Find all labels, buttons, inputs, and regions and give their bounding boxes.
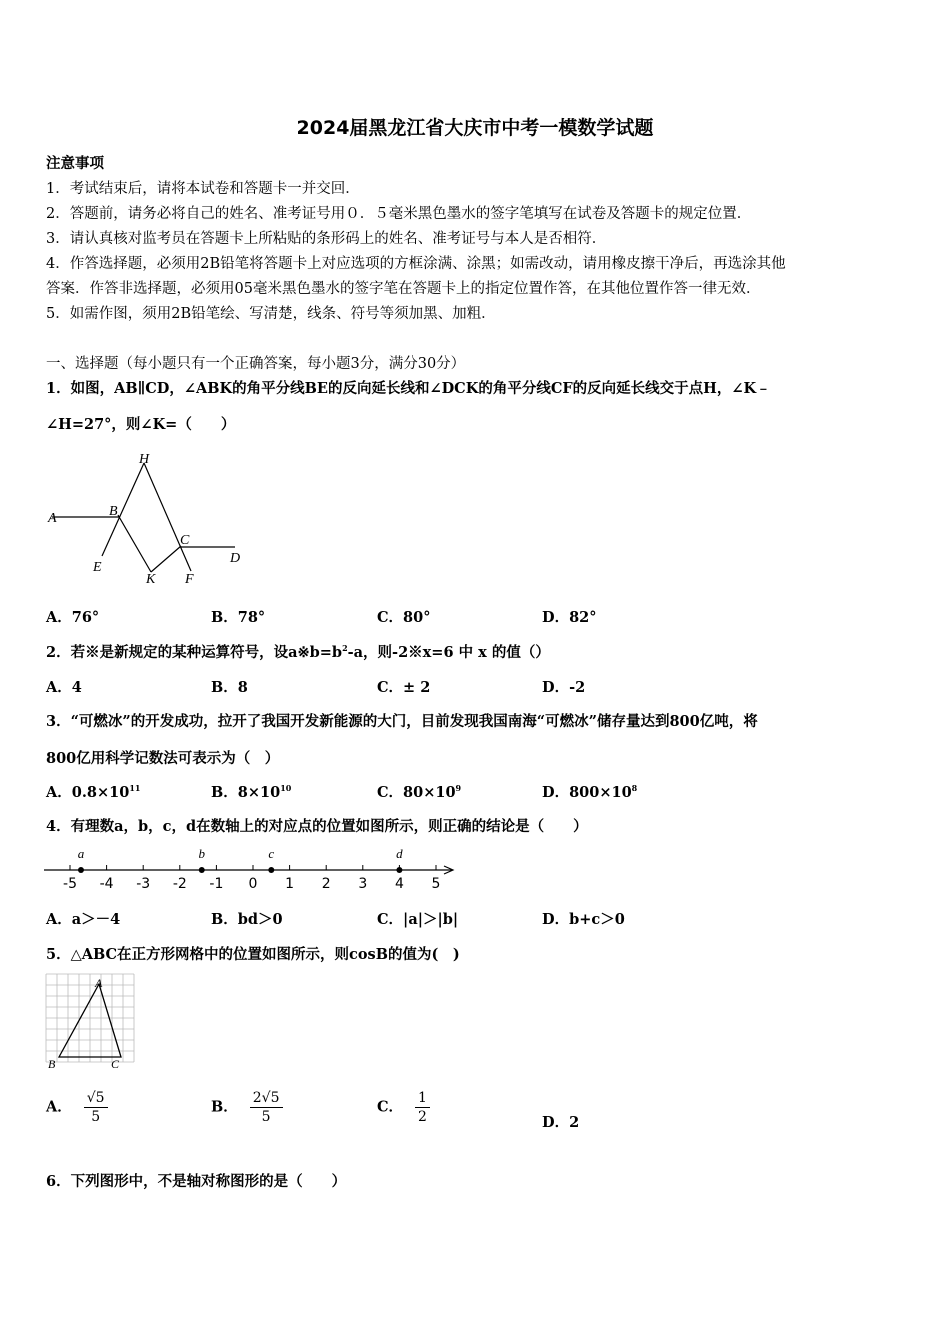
q2-option-d: D．-2 — [542, 679, 586, 696]
label-a: A — [48, 511, 57, 526]
axis-tick-label: -4 — [99, 876, 114, 892]
axis-tick-label: 1 — [285, 876, 295, 892]
q2-option-b: B．8 — [211, 679, 248, 696]
label-b: B — [109, 504, 118, 519]
q5-grid-figure — [44, 972, 144, 1072]
q5-option-b: B． $\frac{2√5}{5}$ — [211, 1089, 283, 1126]
point-c — [268, 867, 274, 873]
axis-tick-label: 3 — [358, 876, 368, 892]
notice-item: 4．作答选择题，必须用2B铅笔将答题卡上对应选项的方框涂满、涂黑；如需改动，请用橡皮擦干净后，再选涂其他 — [46, 256, 786, 272]
q5-text: 5．△ABC在正方形网格中的位置如图所示，则cosB的值为( ) — [46, 946, 460, 963]
point-label-c: c — [268, 846, 275, 861]
q4-option-d: D．b+c＞0 — [542, 911, 625, 928]
q3-option-d: D．$800\times 10^8$ — [542, 783, 638, 801]
q4-option-c: C．|a|＞|b| — [377, 911, 459, 928]
q5-option-d: D．2 — [542, 1114, 580, 1131]
number-line — [40, 842, 465, 894]
point-b — [199, 867, 205, 873]
axis-tick-label: -2 — [172, 876, 187, 892]
q2-text: 2．若※是新规定的某种运算符号，设$a※b=b^2-a$，则-2※x=6 中 x 的值（） — [46, 643, 550, 661]
q1-figure — [40, 445, 255, 590]
q3-option-a: A．$0.8\times 10^{11}$ — [46, 783, 141, 801]
q5-option-c: C． $\frac{1}{2}$ — [377, 1089, 430, 1126]
axis-tick-label: 0 — [248, 876, 258, 892]
q1-text: 1．如图，AB∥CD，∠ABK的角平分线BE的反向延长线和∠DCK的角平分线CF的反向延长线交于点H，∠K﹣ — [46, 380, 771, 397]
label-d: D — [230, 551, 241, 566]
q3-text: 3．“可燃冰”的开发成功，拉开了我国开发新能源的大门，目前发现我国南海“可燃冰”储存量达到800亿吨，将 — [46, 713, 758, 730]
notice-heading: 注意事项 — [46, 155, 104, 172]
q3-option-c: C．$80\times 10^9$ — [377, 783, 462, 801]
q3-text-2: 800亿用科学记数法可表示为（ ） — [46, 750, 280, 767]
line-bk — [118, 515, 151, 572]
axis-tick-label: -5 — [63, 876, 77, 892]
label-c: C — [180, 533, 190, 548]
q4-option-a: A．a＞－4 — [46, 911, 121, 928]
line-kc — [151, 546, 181, 572]
point-label-d: d — [396, 846, 403, 861]
q3-option-b: B．$8\times 10^{10}$ — [211, 783, 292, 801]
label-h: H — [139, 452, 150, 467]
label-c: C — [111, 1057, 120, 1071]
q1-option-a: A．76° — [46, 609, 100, 626]
line-cf — [144, 463, 191, 571]
axis-tick-label: 5 — [431, 876, 441, 892]
q1-text-2: ∠H=27°，则∠K=（ ） — [46, 416, 236, 433]
page-title: 2024届黑龙江省大庆市中考一模数学试题 — [296, 117, 654, 139]
label-e: E — [93, 560, 102, 575]
label-k: K — [146, 572, 156, 587]
axis-tick-label: 4 — [394, 876, 404, 892]
notice-item: 5．如需作图，须用2B铅笔绘、写清楚，线条、符号等须加黑、加粗． — [46, 306, 496, 322]
q6-text: 6．下列图形中，不是轴对称图形的是（ ） — [46, 1173, 347, 1190]
q4-text: 4．有理数a，b，c，d在数轴上的对应点的位置如图所示，则正确的结论是（ ） — [46, 818, 588, 835]
q2-option-a: A．4 — [46, 679, 82, 696]
section-heading: 一、选择题（每小题只有一个正确答案，每小题3分，满分30分） — [46, 356, 466, 372]
label-f: F — [185, 572, 194, 587]
point-d — [396, 867, 402, 873]
point-a — [78, 867, 84, 873]
q1-option-c: C．80° — [377, 609, 431, 626]
point-label-b: b — [198, 846, 206, 861]
q1-option-b: B．78° — [211, 609, 266, 626]
label-b: B — [48, 1057, 56, 1071]
notice-item: 2．答题前，请务必将自己的姓名、准考证号用０．５毫米黑色墨水的签字笔填写在试卷及答题卡的规定位置． — [46, 206, 752, 222]
axis-tick-label: -3 — [136, 876, 151, 892]
q4-option-b: B．bd＞0 — [211, 911, 283, 928]
q1-option-d: D．82° — [542, 609, 597, 626]
q2-option-c: C．± 2 — [377, 679, 431, 696]
notice-item: 1．考试结束后，请将本试卷和答题卡一并交回． — [46, 181, 360, 197]
axis-tick-label: -1 — [209, 876, 224, 892]
point-label-a: a — [77, 846, 85, 861]
notice-item: 3．请认真核对监考员在答题卡上所粘贴的条形码上的姓名、准考证号与本人是否相符． — [46, 231, 607, 247]
q5-option-a: A． $\frac{√5}{5}$ — [46, 1089, 108, 1126]
notice-item: 答案．作答非选择题，必须用05毫米黑色墨水的签字笔在答题卡上的指定位置作答，在其他位置作答一律无效． — [46, 281, 761, 297]
label-a: A — [95, 976, 103, 990]
axis-tick-label: 2 — [321, 876, 331, 892]
